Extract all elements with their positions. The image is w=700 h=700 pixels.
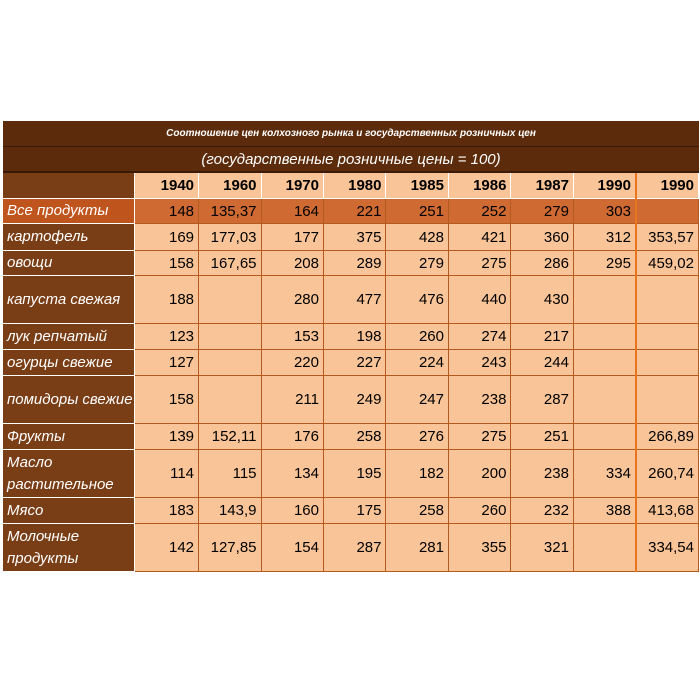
table-cell [573,324,635,350]
year-header: 1990 [573,173,635,199]
table-cell: 247 [386,376,448,424]
table-cell: 160 [261,498,323,524]
table-row [3,524,699,572]
table-title: Соотношение цен колхозного рынка и государственных розничных цен [3,121,699,147]
table-cell: 115 [199,450,261,498]
table-row [3,324,699,350]
table-cell: 211 [261,376,323,424]
table-cell: 177,03 [199,224,261,251]
table-cell: 251 [511,424,573,450]
table-row [3,350,699,376]
table-cell: 227 [324,350,386,376]
table-cell: 164 [261,199,323,224]
table-cell: 238 [448,376,510,424]
table-cell [199,376,261,424]
table-cell: 281 [386,524,448,572]
row-label: капуста свежая [3,276,134,324]
table-cell [573,276,635,324]
table-cell: 477 [324,276,386,324]
table-cell: 289 [324,251,386,276]
table-cell: 353,57 [636,224,699,251]
table-cell: 275 [448,424,510,450]
table-cell [573,376,635,424]
year-header: 1970 [261,173,323,199]
table-cell [199,276,261,324]
table-cell: 280 [261,276,323,324]
table-cell: 286 [511,251,573,276]
table-cell: 260,74 [636,450,699,498]
table-cell: 476 [386,276,448,324]
row-label: Мясо [3,498,134,524]
row-label: Фрукты [3,424,134,450]
year-header: 1980 [324,173,386,199]
table-cell: 274 [448,324,510,350]
table-cell: 158 [134,376,199,424]
table-row [3,424,699,450]
row-label: Все продукты [3,199,134,224]
year-header: 1987 [511,173,573,199]
table-cell [573,350,635,376]
table-body [3,199,699,572]
table-cell: 169 [134,224,199,251]
table-row [3,450,699,498]
table-cell: 127,85 [199,524,261,572]
row-label: Масло растительное [3,450,134,498]
table-cell: 134 [261,450,323,498]
table-cell: 221 [324,199,386,224]
table-cell [199,324,261,350]
table-cell: 177 [261,224,323,251]
table-cell: 176 [261,424,323,450]
table-cell: 238 [511,450,573,498]
table-subtitle: (государственные розничные цены = 100) [3,147,699,173]
row-label: огурцы свежие [3,350,134,376]
table-cell: 295 [573,251,635,276]
table-cell: 200 [448,450,510,498]
table-cell [636,350,699,376]
table-cell: 167,65 [199,251,261,276]
table-cell: 114 [134,450,199,498]
table-cell: 127 [134,350,199,376]
table-cell: 252 [448,199,510,224]
table-cell: 198 [324,324,386,350]
table-cell: 279 [511,199,573,224]
table-cell: 154 [261,524,323,572]
table-cell: 287 [511,376,573,424]
table-cell: 142 [134,524,199,572]
table-cell: 208 [261,251,323,276]
row-label: картофель [3,224,134,251]
table-cell: 217 [511,324,573,350]
table-cell [636,276,699,324]
table-row [3,276,699,324]
table-cell: 321 [511,524,573,572]
table-cell: 183 [134,498,199,524]
table-cell: 303 [573,199,635,224]
table-cell: 260 [448,498,510,524]
year-header: 1940 [134,173,199,199]
table-cell: 428 [386,224,448,251]
year-header: 1985 [386,173,448,199]
table-cell: 251 [386,199,448,224]
table-cell: 276 [386,424,448,450]
table-cell: 175 [324,498,386,524]
table-cell: 148 [134,199,199,224]
year-header: 1990 [636,173,699,199]
table-cell: 334,54 [636,524,699,572]
table-cell: 440 [448,276,510,324]
table-cell: 244 [511,350,573,376]
row-label: овощи [3,251,134,276]
table-cell [636,324,699,350]
table-cell: 224 [386,350,448,376]
table-cell [636,199,699,224]
row-label: Молочные продукты [3,524,134,572]
row-label: лук репчатый [3,324,134,350]
year-header: 1960 [199,173,261,199]
table-cell: 249 [324,376,386,424]
year-header-row [3,173,699,199]
table-cell: 243 [448,350,510,376]
table-row [3,224,699,251]
table-cell: 188 [134,276,199,324]
table-cell: 258 [324,424,386,450]
table-cell: 152,11 [199,424,261,450]
table-cell [573,524,635,572]
table-cell: 153 [261,324,323,350]
table-cell: 258 [386,498,448,524]
table-cell: 123 [134,324,199,350]
table-cell: 312 [573,224,635,251]
table-cell: 182 [386,450,448,498]
row-label: помидоры свежие [3,376,134,424]
table-cell: 459,02 [636,251,699,276]
table-cell: 375 [324,224,386,251]
table-cell: 158 [134,251,199,276]
table-cell: 279 [386,251,448,276]
table-cell: 413,68 [636,498,699,524]
table-cell: 220 [261,350,323,376]
table-cell: 143,9 [199,498,261,524]
table-cell: 232 [511,498,573,524]
year-header: 1986 [448,173,510,199]
table-cell: 360 [511,224,573,251]
table-row [3,251,699,276]
table-cell: 388 [573,498,635,524]
header-corner [3,173,134,199]
table-cell [636,376,699,424]
table-row [3,498,699,524]
table-cell: 421 [448,224,510,251]
table-cell: 355 [448,524,510,572]
table-cell: 195 [324,450,386,498]
table-cell: 430 [511,276,573,324]
table-row [3,199,699,224]
table-row [3,376,699,424]
table-cell: 135,37 [199,199,261,224]
table-cell [573,424,635,450]
table-cell: 266,89 [636,424,699,450]
price-ratio-table [3,173,699,572]
table-cell: 139 [134,424,199,450]
table-cell: 275 [448,251,510,276]
table-cell: 334 [573,450,635,498]
table-cell: 260 [386,324,448,350]
price-ratio-table-container [3,121,699,572]
table-cell: 287 [324,524,386,572]
table-cell [199,350,261,376]
